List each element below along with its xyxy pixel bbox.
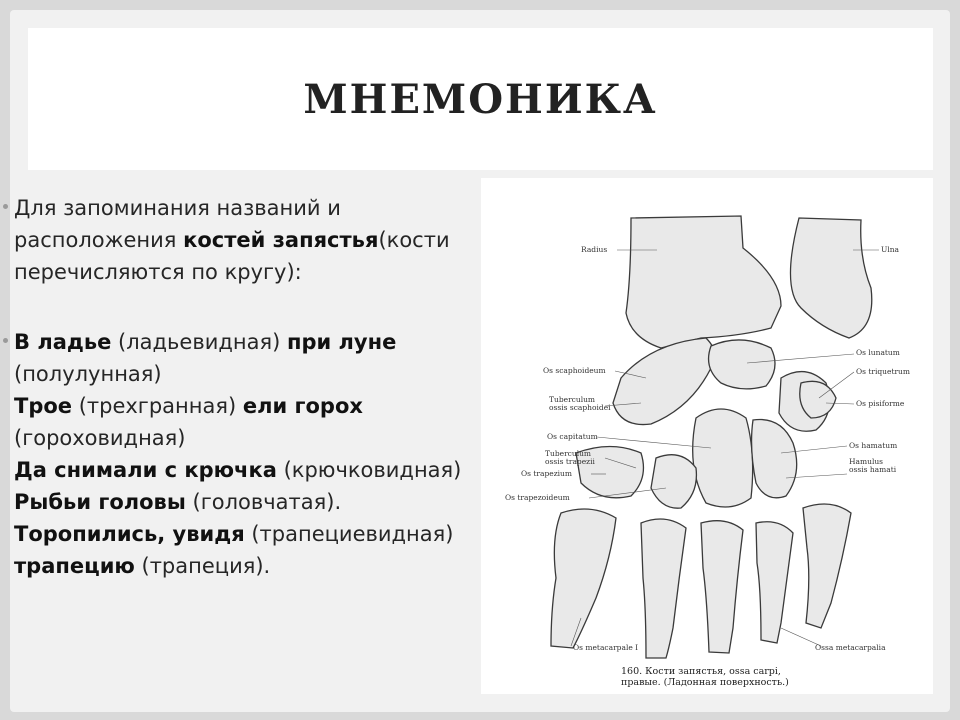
mnemonic-text: (гороховидная) bbox=[14, 426, 186, 450]
label-trapezium: Os trapezium bbox=[521, 469, 572, 478]
ulna-bone bbox=[790, 218, 871, 338]
title-box bbox=[28, 28, 933, 170]
mnemonic-line bbox=[14, 390, 484, 454]
hamate-bone bbox=[752, 419, 797, 497]
lunate-bone bbox=[709, 340, 775, 389]
intro-paragraph bbox=[14, 192, 484, 288]
wrist-bones-figure bbox=[481, 178, 933, 694]
mnemonic-line bbox=[14, 326, 484, 390]
metacarpal-4-bone bbox=[756, 522, 793, 643]
label-scaphoideum: Os scaphoideum bbox=[543, 366, 606, 375]
mnemonic-text: (трапеция). bbox=[134, 554, 271, 578]
mnemonic-line bbox=[14, 518, 484, 582]
intro-bold: костей запястья bbox=[183, 228, 379, 252]
metacarpal-5-bone bbox=[803, 504, 851, 628]
figure-caption: 160. Кости запястья, ossa carpi, правые. (Ладонная поверхность.) bbox=[621, 666, 789, 688]
intro-text-2: (кости перечисляются по кругу): bbox=[14, 228, 450, 284]
metacarpal-3-bone bbox=[701, 521, 743, 653]
mnemonic-text: (ладьевидная) bbox=[111, 330, 287, 354]
mnemonic-bold: трапецию bbox=[14, 554, 135, 578]
label-pisiforme: Os pisiforme bbox=[856, 399, 905, 408]
trapezoid-bone bbox=[651, 455, 696, 509]
mnemonic-text: (трехгранная) bbox=[72, 394, 243, 418]
mnemonic-text: (головчатая). bbox=[185, 490, 342, 514]
label-hamulus: Hamulus ossis hamati bbox=[849, 457, 897, 474]
intro-text-1: Для запоминания названий и расположения bbox=[14, 196, 341, 252]
label-triquetrum: Os triquetrum bbox=[856, 367, 910, 376]
mnemonic-line bbox=[14, 486, 484, 518]
mnemonic-paragraph bbox=[14, 326, 484, 582]
radius-bone bbox=[626, 216, 781, 348]
label-radius: Radius bbox=[581, 245, 608, 254]
label-metacarpale: Os metacarpale I bbox=[573, 643, 639, 652]
mnemonic-bold: Рыбьи головы bbox=[14, 490, 186, 514]
mnemonic-bold: Да снимали с крючка bbox=[14, 458, 277, 482]
slide-title: МНЕМОНИКА bbox=[303, 75, 658, 123]
mnemonic-bold: при луне bbox=[286, 330, 397, 354]
label-ulna: Ulna bbox=[881, 245, 900, 254]
label-hamatum: Os hamatum bbox=[849, 441, 898, 450]
mnemonic-text: (крючковидная) bbox=[276, 458, 462, 482]
mnemonic-bold: Торопились, увидя bbox=[14, 522, 245, 546]
label-capitatum: Os capitatum bbox=[547, 432, 598, 441]
label-tuberculum-scaphoidei: Tuberculum ossis scaphoidei bbox=[549, 395, 611, 412]
mnemonic-bold: В ладье bbox=[14, 330, 112, 354]
label-metacarpalia: Ossa metacarpalia bbox=[815, 643, 886, 652]
metacarpal-1-bone bbox=[551, 509, 616, 648]
mnemonic-bold: Трое bbox=[14, 394, 73, 418]
body-text bbox=[14, 192, 484, 582]
mnemonic-text: (полулунная) bbox=[14, 362, 162, 386]
capitate-bone bbox=[693, 409, 753, 507]
pisiform-bone bbox=[800, 381, 836, 418]
label-trapezoideum: Os trapezoideum bbox=[505, 493, 570, 502]
label-lunatum: Os lunatum bbox=[856, 348, 900, 357]
mnemonic-text: (трапециевидная) bbox=[244, 522, 454, 546]
metacarpal-2-bone bbox=[641, 519, 686, 658]
scaphoid-bone bbox=[613, 338, 715, 425]
label-tuberculum-trapezii: Tuberculum ossis trapezii bbox=[545, 449, 595, 466]
mnemonic-line bbox=[14, 454, 484, 486]
mnemonic-bold: ели горох bbox=[242, 394, 363, 418]
